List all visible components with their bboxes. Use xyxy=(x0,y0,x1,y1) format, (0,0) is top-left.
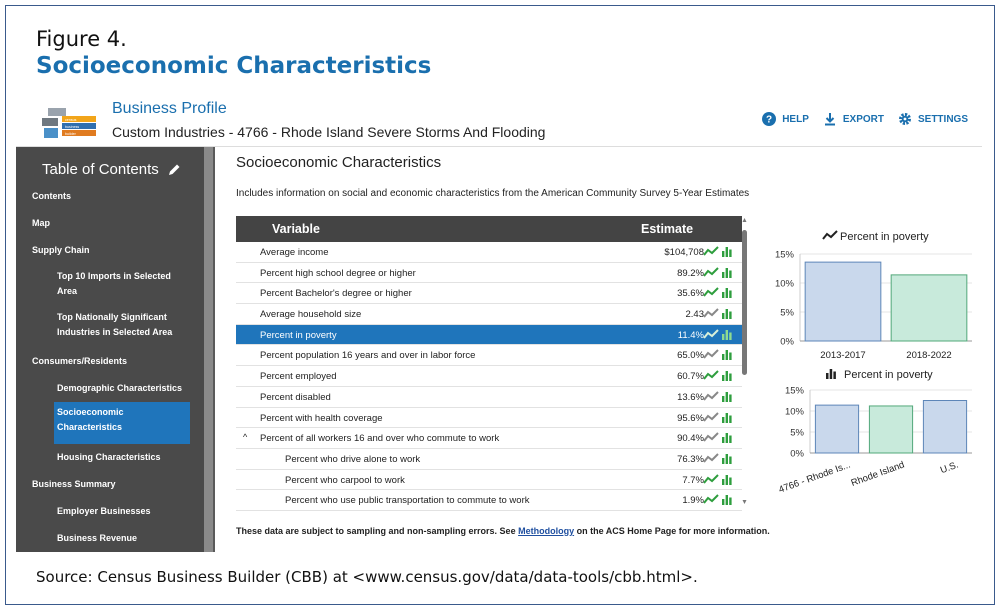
table-row[interactable] xyxy=(236,283,742,304)
sidebar-item-demographic[interactable]: Demographic Characteristics xyxy=(57,383,183,393)
row-variable: Percent high school degree or higher xyxy=(260,267,416,279)
poverty-trend-chart xyxy=(752,224,978,369)
toc-heading xyxy=(42,161,181,178)
download-icon xyxy=(823,112,837,126)
table-row[interactable] xyxy=(236,242,742,263)
bar-chart-icon[interactable] xyxy=(722,412,732,426)
trend-chart-icon[interactable] xyxy=(703,246,719,260)
x-tick-label: 2018-2022 xyxy=(906,350,952,361)
row-chart-buttons xyxy=(703,308,732,322)
row-chart-buttons xyxy=(703,432,732,446)
y-tick-label: 10% xyxy=(784,406,804,418)
row-chart-buttons xyxy=(703,349,732,363)
sidebar-item-socioeconomic-label: Socioeconomic Characteristics xyxy=(57,407,124,432)
header-actions xyxy=(762,112,968,126)
x-tick-label: 4766 - Rhode Is... xyxy=(777,459,853,496)
row-variable: Percent of all workers 16 and over who commute to work xyxy=(260,433,500,445)
row-variable: Average household size xyxy=(260,309,362,321)
trend-chart-icon[interactable] xyxy=(703,432,719,446)
row-variable: Percent who drive alone to work xyxy=(285,453,421,465)
bar-chart-icon[interactable] xyxy=(722,329,732,343)
trend-chart-icon[interactable] xyxy=(703,453,719,467)
collapse-chevron-icon[interactable]: ^ xyxy=(243,432,248,443)
table-row[interactable] xyxy=(236,490,742,511)
figure-label: Figure 4. xyxy=(36,27,127,51)
table-header xyxy=(236,216,742,242)
row-variable: Percent population 16 years and over in labor force xyxy=(260,350,476,362)
note-text-2: on the ACS Home Page for more information. xyxy=(574,526,770,536)
row-estimate: 65.0% xyxy=(677,350,704,362)
row-estimate: 35.6% xyxy=(677,288,704,300)
row-chart-buttons xyxy=(703,391,732,405)
table-row[interactable] xyxy=(236,263,742,284)
sidebar-item-map[interactable]: Map xyxy=(32,218,50,228)
row-variable: Percent in poverty xyxy=(260,329,337,341)
export-label: EXPORT xyxy=(842,113,884,125)
toc-title: Table of Contents xyxy=(42,161,159,178)
logo-word-builder: builder xyxy=(65,132,76,136)
trend-chart-icon[interactable] xyxy=(703,308,719,322)
row-variable: Percent who use public transportation to commute to work xyxy=(285,495,530,507)
export-button[interactable] xyxy=(823,112,884,126)
y-tick-label: 15% xyxy=(784,385,804,397)
poverty-comparison-chart xyxy=(752,360,978,552)
bar[interactable] xyxy=(815,405,858,453)
sidebar-item-business-revenue[interactable]: Business Revenue xyxy=(57,533,138,543)
trend-chart-icon[interactable] xyxy=(703,391,719,405)
row-estimate: 60.7% xyxy=(677,371,704,383)
bar-chart-icon[interactable] xyxy=(722,494,732,508)
screenshot xyxy=(16,96,982,552)
row-chart-buttons xyxy=(703,453,732,467)
row-variable: Average income xyxy=(260,247,329,258)
row-estimate: $104,708 xyxy=(664,247,704,258)
data-note xyxy=(236,526,770,536)
row-chart-buttons xyxy=(703,494,732,508)
row-estimate: 1.9% xyxy=(682,495,704,507)
row-chart-buttons xyxy=(703,246,732,260)
settings-button[interactable] xyxy=(898,112,968,126)
y-tick-label: 15% xyxy=(774,249,794,261)
row-chart-buttons xyxy=(703,329,732,343)
data-table xyxy=(236,216,742,514)
logo-word-census: census xyxy=(65,118,77,122)
source-note: Source: Census Business Builder (CBB) at <www.census.gov/data/data-tools/cbb.html>. xyxy=(36,568,698,586)
trend-line-icon xyxy=(823,231,837,239)
column-header-variable[interactable]: Variable xyxy=(272,222,320,236)
trend-chart-icon[interactable] xyxy=(703,412,719,426)
help-icon xyxy=(762,112,776,126)
table-row[interactable] xyxy=(236,470,742,491)
row-estimate: 11.4% xyxy=(677,329,704,341)
sidebar-item-business-summary[interactable]: Business Summary xyxy=(32,479,116,489)
row-variable: Percent Bachelor's degree or higher xyxy=(260,288,412,300)
table-body xyxy=(236,242,742,511)
gear-icon xyxy=(898,112,912,126)
row-variable: Percent who carpool to work xyxy=(285,474,405,486)
table-row[interactable] xyxy=(236,408,742,429)
y-tick-label: 10% xyxy=(774,278,794,290)
table-scrollbar[interactable] xyxy=(742,216,747,506)
row-chart-buttons xyxy=(703,474,732,488)
svg-text:?: ? xyxy=(766,114,773,126)
bar[interactable] xyxy=(923,401,966,454)
sidebar-item-consumers[interactable]: Consumers/Residents xyxy=(32,356,128,366)
bar-chart-icon[interactable] xyxy=(722,246,732,260)
row-variable: Percent disabled xyxy=(260,391,331,403)
row-variable: Percent employed xyxy=(260,371,337,383)
profile-subtitle: Custom Industries - 4766 - Rhode Island Severe Storms And Flooding xyxy=(112,124,546,140)
chart-title: Percent in poverty xyxy=(840,231,929,243)
pencil-icon[interactable] xyxy=(167,163,181,177)
bar-chart-icon[interactable] xyxy=(722,453,732,467)
section-title: Socioeconomic Characteristics xyxy=(236,154,442,171)
table-row[interactable] xyxy=(236,387,742,408)
row-estimate: 89.2% xyxy=(677,267,704,279)
trend-chart-icon[interactable] xyxy=(703,349,719,363)
bar-chart-icon[interactable] xyxy=(722,287,732,301)
bar[interactable] xyxy=(869,406,912,453)
trend-chart-icon[interactable] xyxy=(703,370,719,384)
y-tick-label: 5% xyxy=(780,307,794,319)
bar-chart-icon[interactable] xyxy=(722,432,732,446)
trend-chart-icon[interactable] xyxy=(703,474,719,488)
row-chart-buttons xyxy=(703,267,732,281)
row-chart-buttons xyxy=(703,370,732,384)
table-row[interactable] xyxy=(236,304,742,325)
column-header-estimate[interactable]: Estimate xyxy=(641,222,694,236)
table-row[interactable] xyxy=(236,325,742,346)
bar-chart-icon xyxy=(826,369,836,379)
y-tick-label: 0% xyxy=(780,336,794,348)
bar-chart-icon[interactable] xyxy=(722,391,732,405)
row-variable: Percent with health coverage xyxy=(260,412,383,424)
row-chart-buttons xyxy=(703,412,732,426)
sidebar-item-top-industries[interactable]: Top Nationally Significant Industries in Selected Area xyxy=(57,312,173,337)
app-title: Business Profile xyxy=(112,100,227,117)
chart-title: Percent in poverty xyxy=(844,369,933,381)
table-of-contents xyxy=(16,147,211,552)
x-tick-label: U.S. xyxy=(938,459,961,477)
sidebar-scrollbar[interactable] xyxy=(204,147,213,552)
row-estimate: 7.7% xyxy=(682,474,704,486)
table-scrollbar-thumb[interactable] xyxy=(742,230,747,375)
table-row[interactable] xyxy=(236,449,742,470)
row-estimate: 90.4% xyxy=(677,433,704,445)
bar-chart-icon[interactable] xyxy=(722,267,732,281)
table-row[interactable] xyxy=(236,345,742,366)
trend-chart-icon[interactable] xyxy=(703,494,719,508)
sidebar-item-housing[interactable]: Housing Characteristics xyxy=(57,452,161,462)
help-button[interactable] xyxy=(762,112,809,126)
bar-chart-icon[interactable] xyxy=(722,370,732,384)
trend-chart-icon[interactable] xyxy=(703,287,719,301)
sidebar-item-socioeconomic[interactable] xyxy=(54,402,190,444)
x-tick-label: Rhode Island xyxy=(849,459,907,489)
methodology-link[interactable]: Methodology xyxy=(518,526,575,536)
sidebar-item-supply-chain[interactable]: Supply Chain xyxy=(32,245,90,255)
sidebar-item-contents[interactable]: Contents xyxy=(32,191,71,201)
sidebar-item-employer-businesses[interactable]: Employer Businesses xyxy=(57,506,151,516)
figure-title: Socioeconomic Characteristics xyxy=(36,53,432,79)
trend-chart-icon[interactable] xyxy=(703,329,719,343)
cbb-logo xyxy=(40,106,98,140)
note-text-1: These data are subject to sampling and non-sampling errors. See xyxy=(236,526,519,536)
logo-word-business: business xyxy=(65,125,80,129)
y-tick-label: 5% xyxy=(790,427,804,439)
row-estimate: 13.6% xyxy=(677,391,704,403)
y-tick-label: 0% xyxy=(790,448,804,460)
row-estimate: 2.43 xyxy=(685,309,704,321)
bar-chart-icon[interactable] xyxy=(722,349,732,363)
table-row[interactable] xyxy=(236,366,742,387)
sidebar-scrollbar-edge xyxy=(213,147,215,552)
trend-chart-icon[interactable] xyxy=(703,267,719,281)
row-estimate: 76.3% xyxy=(677,453,704,465)
bar[interactable] xyxy=(891,275,967,341)
x-tick-label: 2013-2017 xyxy=(820,350,866,361)
settings-label: SETTINGS xyxy=(917,113,968,125)
section-description: Includes information on social and economic characteristics from the American Community Survey 5-Year Estimates xyxy=(236,188,750,199)
bar[interactable] xyxy=(805,262,881,341)
sidebar-item-top-imports[interactable]: Top 10 Imports in Selected Area xyxy=(57,271,171,296)
row-chart-buttons xyxy=(703,287,732,301)
table-row[interactable] xyxy=(236,428,742,449)
help-label: HELP xyxy=(782,113,809,125)
bar-chart-icon[interactable] xyxy=(722,474,732,488)
bar-chart-icon[interactable] xyxy=(722,308,732,322)
row-estimate: 95.6% xyxy=(677,412,704,424)
